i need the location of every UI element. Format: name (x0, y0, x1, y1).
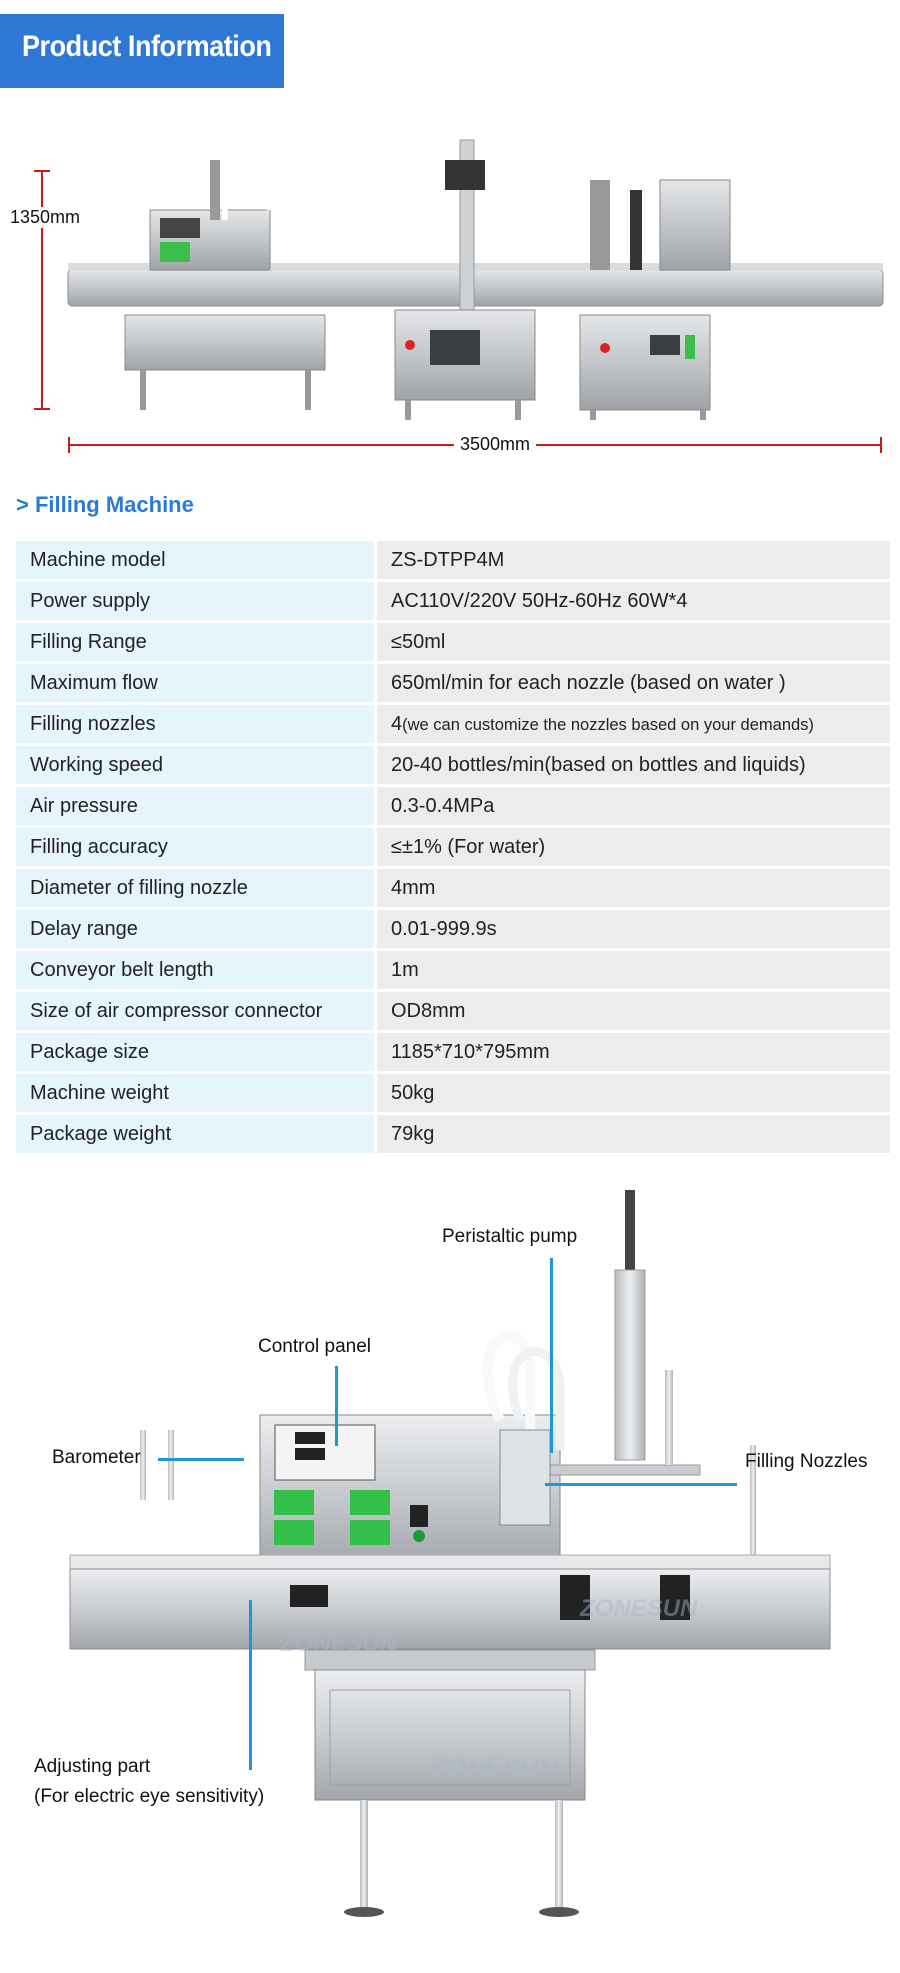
page-title: Product Information (22, 30, 272, 63)
spec-label: Machine model (16, 541, 377, 582)
spec-value-note: (we can customize the nozzles based on your demands) (402, 715, 814, 734)
spec-value: 1185*710*795mm (377, 1033, 890, 1074)
pointer-filling-nozzles (545, 1483, 737, 1486)
table-row (16, 828, 890, 869)
spec-value: OD8mm (377, 992, 890, 1033)
spec-label: Delay range (16, 910, 377, 951)
spec-table (16, 541, 890, 1156)
watermark-logo: ZONESUN (280, 1630, 398, 1657)
spec-label: Package weight (16, 1115, 377, 1156)
length-dimension-label: 3500mm (454, 434, 536, 455)
callout-filling-nozzles: Filling Nozzles (745, 1451, 868, 1472)
production-line-illustration (60, 120, 890, 420)
height-dimension-line (41, 170, 43, 410)
spec-value: 0.3-0.4MPa (377, 787, 890, 828)
spec-label: Maximum flow (16, 664, 377, 705)
length-dimension-tick-left (68, 437, 70, 453)
spec-value: 1m (377, 951, 890, 992)
pointer-barometer (158, 1458, 244, 1461)
callout-adjusting-part-note: (For electric eye sensitivity) (34, 1786, 265, 1807)
length-dimension-tick-right (880, 437, 882, 453)
callout-adjusting-part: Adjusting part (34, 1756, 151, 1777)
table-row (16, 664, 890, 705)
table-row (16, 869, 890, 910)
spec-label: Conveyor belt length (16, 951, 377, 992)
spec-value: 50kg (377, 1074, 890, 1115)
table-row (16, 1074, 890, 1115)
spec-value: 79kg (377, 1115, 890, 1156)
height-dimension-tick-bottom (34, 408, 50, 410)
table-row (16, 951, 890, 992)
spec-value: AC110V/220V 50Hz-60Hz 60W*4 (377, 582, 890, 623)
spec-label: Filling Range (16, 623, 377, 664)
spec-label: Package size (16, 1033, 377, 1074)
spec-value (377, 705, 890, 746)
table-row (16, 746, 890, 787)
pointer-control-panel (335, 1366, 338, 1446)
table-row (16, 787, 890, 828)
table-row (16, 910, 890, 951)
table-row (16, 582, 890, 623)
table-row (16, 705, 890, 746)
spec-label: Power supply (16, 582, 377, 623)
spec-value: 4mm (377, 869, 890, 910)
filling-machine-illustration (60, 1190, 840, 1970)
spec-value: ≤±1% (For water) (377, 828, 890, 869)
table-row (16, 992, 890, 1033)
spec-value: 650ml/min for each nozzle (based on water ) (377, 664, 890, 705)
pointer-peristaltic-pump (550, 1258, 553, 1453)
spec-label: Size of air compressor connector (16, 992, 377, 1033)
callout-peristaltic-pump: Peristaltic pump (442, 1226, 578, 1247)
spec-value: 0.01-999.9s (377, 910, 890, 951)
callout-control-panel: Control panel (258, 1336, 372, 1357)
height-dimension-tick-top (34, 170, 50, 172)
watermark-logo: ZONESUN (580, 1595, 698, 1622)
spec-label: Diameter of filling nozzle (16, 869, 377, 910)
spec-value: 20-40 bottles/min(based on bottles and liquids) (377, 746, 890, 787)
table-row (16, 541, 890, 582)
spec-label: Filling accuracy (16, 828, 377, 869)
callout-barometer: Barometer (52, 1447, 141, 1468)
pointer-adjusting-part (249, 1600, 252, 1770)
spec-label: Machine weight (16, 1074, 377, 1115)
spec-label: Air pressure (16, 787, 377, 828)
spec-value: ≤50ml (377, 623, 890, 664)
section-title: > Filling Machine (16, 492, 194, 517)
spec-value: ZS-DTPP4M (377, 541, 890, 582)
spec-label: Filling nozzles (16, 705, 377, 746)
height-dimension-label: 1350mm (10, 207, 81, 227)
spec-value-main: 4 (391, 712, 403, 735)
spec-label: Working speed (16, 746, 377, 787)
table-row (16, 1033, 890, 1074)
table-row (16, 1115, 890, 1156)
table-row (16, 623, 890, 664)
watermark-logo: ZONESUN (430, 1752, 558, 1782)
